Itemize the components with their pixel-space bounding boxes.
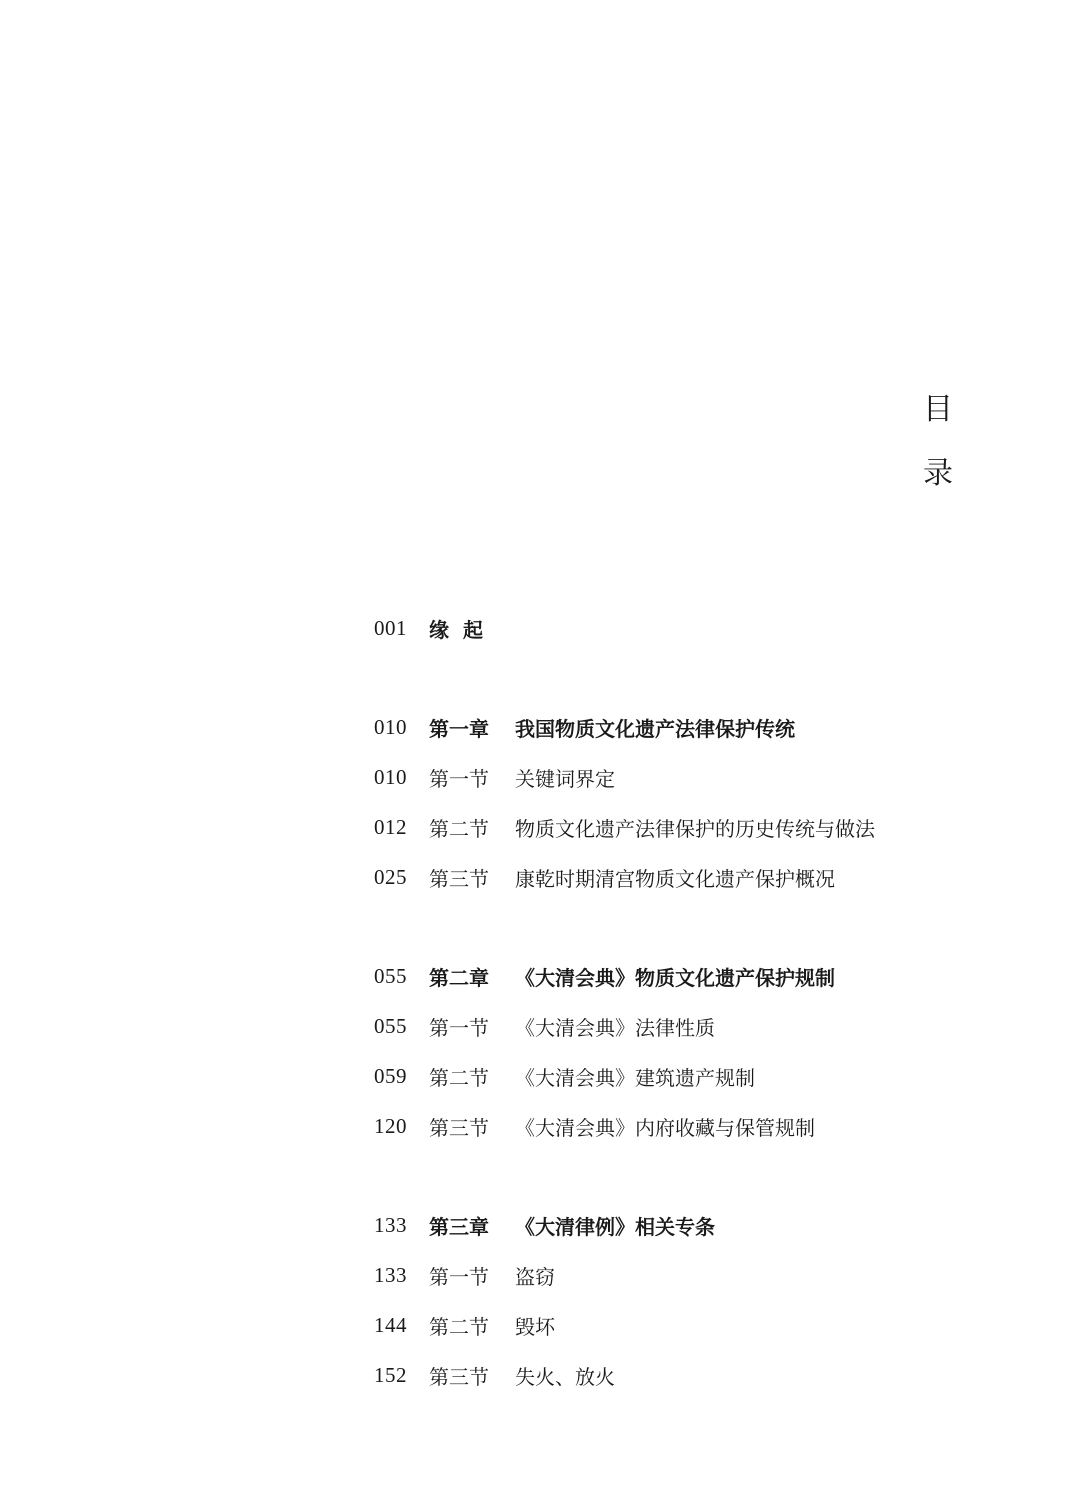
toc-heading (918, 392, 958, 492)
toc-entry-section (374, 1051, 1014, 1101)
toc-chapter-label: 第一章 (429, 716, 489, 741)
toc-section-title: 《大清会典》内府收藏与保管规制 (515, 1115, 815, 1140)
toc-entry-section (374, 752, 1014, 802)
toc-section-title: 盗窃 (515, 1264, 555, 1289)
toc-entry-label: 缘起 (429, 617, 497, 642)
toc-chapter-label: 第二章 (429, 965, 489, 990)
toc-group-chapter-2 (374, 951, 1014, 1151)
toc-page-number: 001 (374, 615, 407, 640)
toc-page-number: 059 (374, 1063, 407, 1088)
toc-page-number: 152 (374, 1362, 407, 1387)
toc-chapter-title: 《大清会典》物质文化遗产保护规制 (515, 965, 835, 990)
toc-entry-section (374, 1001, 1014, 1051)
toc-entry-section (374, 1300, 1014, 1350)
toc-page-number: 010 (374, 714, 407, 739)
toc-section-title: 《大清会典》建筑遗产规制 (515, 1065, 755, 1090)
toc-page-number: 055 (374, 963, 407, 988)
toc-entry-chapter (374, 702, 1014, 752)
toc-chapter-title: 《大清律例》相关专条 (515, 1214, 715, 1239)
toc-section-title: 失火、放火 (515, 1364, 615, 1389)
toc-page-number: 144 (374, 1312, 407, 1337)
toc-page-number: 133 (374, 1212, 407, 1237)
toc-group-chapter-3 (374, 1200, 1014, 1400)
toc-entry-intro (374, 603, 1014, 653)
toc-chapter-label: 第三章 (429, 1214, 489, 1239)
toc-entry-chapter (374, 1200, 1014, 1250)
toc-section-label: 第三节 (429, 1364, 489, 1389)
toc-section-title: 关键词界定 (515, 766, 615, 791)
toc-section-label: 第二节 (429, 816, 489, 841)
toc-entry-section (374, 852, 1014, 902)
toc-page-number: 012 (374, 814, 407, 839)
toc-entry-section (374, 802, 1014, 852)
toc-section-label: 第一节 (429, 1015, 489, 1040)
toc-page-number: 120 (374, 1113, 407, 1138)
toc-section-title: 物质文化遗产法律保护的历史传统与做法 (515, 816, 875, 841)
toc-page-number: 025 (374, 864, 407, 889)
table-of-contents (374, 603, 1014, 1400)
toc-entry-chapter (374, 951, 1014, 1001)
toc-section-label: 第二节 (429, 1314, 489, 1339)
toc-section-title: 《大清会典》法律性质 (515, 1015, 715, 1040)
toc-section-label: 第一节 (429, 766, 489, 791)
toc-group-intro (374, 603, 1014, 653)
toc-section-title: 毁坏 (515, 1314, 555, 1339)
toc-chapter-title: 我国物质文化遗产法律保护传统 (515, 716, 795, 741)
toc-page-number: 010 (374, 764, 407, 789)
toc-page-number: 133 (374, 1262, 407, 1287)
toc-section-label: 第三节 (429, 866, 489, 891)
toc-entry-section (374, 1350, 1014, 1400)
toc-section-label: 第二节 (429, 1065, 489, 1090)
toc-section-label: 第三节 (429, 1115, 489, 1140)
toc-heading-char-1: 目 (923, 392, 953, 427)
toc-heading-char-2: 录 (923, 456, 953, 491)
toc-section-title: 康乾时期清宫物质文化遗产保护概况 (515, 866, 835, 891)
toc-entry-section (374, 1101, 1014, 1151)
toc-entry-section (374, 1250, 1014, 1300)
toc-section-label: 第一节 (429, 1264, 489, 1289)
toc-group-chapter-1 (374, 702, 1014, 902)
toc-page-number: 055 (374, 1013, 407, 1038)
